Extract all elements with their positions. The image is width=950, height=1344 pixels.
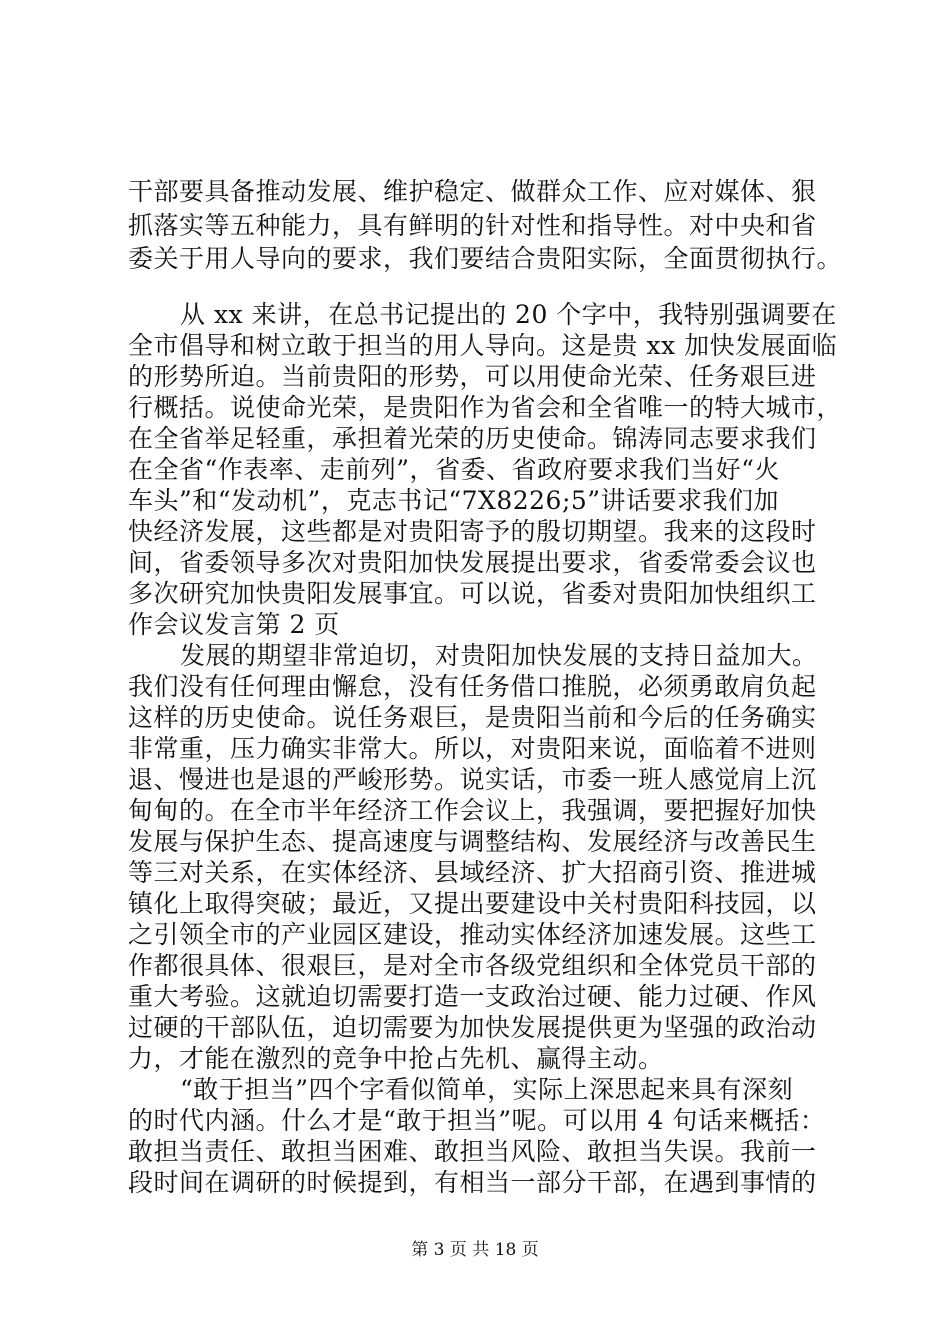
- text-line: 抓落实等五种能力，具有鲜明的针对性和指导性。对中央和省: [128, 211, 817, 240]
- text-line: “敢于担当”四个字看似简单，实际上深思起来具有深刻: [180, 1075, 794, 1104]
- text-line: 发展的期望非常迫切，对贵阳加快发展的支持日益加大。: [180, 641, 818, 670]
- text-line: 作都很具体、很艰巨，是对全市各级党组织和全体党员干部的: [128, 951, 817, 980]
- text-line: 我们没有任何理由懈怠，没有任务借口推脱，必须勇敢肩负起: [128, 672, 817, 701]
- text-line: 重大考验。这就迫切需要打造一支政治过硬、能力过硬、作风: [128, 982, 817, 1011]
- text-line: 干部要具备推动发展、维护稳定、做群众工作、应对媒体、狠: [128, 177, 817, 206]
- text-line: 甸甸的。在全市半年经济工作会议上，我强调，要把握好加快: [128, 796, 817, 825]
- text-line: 力，才能在激烈的竞争中抢占先机、赢得主动。: [128, 1044, 664, 1073]
- text-line: 敢担当责任、敢担当困难、敢担当风险、敢担当失误。我前一: [128, 1137, 817, 1166]
- text-line: 行概括。说使命光荣，是贵阳作为省会和全省唯一的特大城市，: [128, 393, 843, 422]
- text-line: 这样的历史使命。说任务艰巨，是贵阳当前和今后的任务确实: [128, 703, 817, 732]
- text-line: 镇化上取得突破；最近，又提出要建设中关村贵阳科技园，以: [128, 889, 817, 918]
- text-line: 的时代内涵。什么才是“敢于担当”呢。可以用 4 句话来概括：: [128, 1106, 826, 1135]
- text-line: 非常重，压力确实非常大。所以，对贵阳来说，面临着不进则: [128, 734, 817, 763]
- text-line: 委关于用人导向的要求，我们要结合贵阳实际，全面贯彻执行。: [128, 244, 843, 273]
- text-line: 发展与保护生态、提高速度与调整结构、发展经济与改善民生: [128, 827, 817, 856]
- text-line: 间，省委领导多次对贵阳加快发展提出要求，省委常委会议也: [128, 548, 817, 577]
- text-line: 过硬的干部队伍，迫切需要为加快发展提供更为坚强的政治动: [128, 1013, 817, 1042]
- text-line: 退、慢进也是退的严峻形势。说实话，市委一班人感觉肩上沉: [128, 765, 817, 794]
- text-line: 在全省举足轻重，承担着光荣的历史使命。锦涛同志要求我们: [128, 424, 817, 453]
- text-line: 全市倡导和树立敢于担当的用人导向。这是贵 xx 加快发展面临: [128, 331, 838, 360]
- text-line: 段时间在调研的时候提到，有相当一部分干部，在遇到事情的: [128, 1168, 817, 1197]
- text-line: 车头”和“发动机”，克志书记“7X8226;5”讲话要求我们加: [128, 486, 780, 515]
- text-line: 之引领全市的产业园区建设，推动实体经济加速发展。这些工: [128, 920, 817, 949]
- page-footer: 第 3 页 共 18 页: [411, 1240, 539, 1260]
- text-line: 多次研究加快贵阳发展事宜。可以说，省委对贵阳加快组织工: [128, 579, 817, 608]
- text-line: 在全省“作表率、走前列”，省委、省政府要求我们当好“火: [128, 455, 780, 484]
- text-line: 的形势所迫。当前贵阳的形势，可以用使命光荣、任务艰巨进: [128, 362, 817, 391]
- text-line: 快经济发展，这些都是对贵阳寄予的殷切期望。我来的这段时: [128, 517, 817, 546]
- text-line: 作会议发言第 2 页: [128, 610, 340, 639]
- text-line: 等三对关系，在实体经济、县域经济、扩大招商引资、推进城: [128, 858, 817, 887]
- text-line: 从 xx 来讲，在总书记提出的 20 个字中，我特别强调要在: [180, 300, 837, 329]
